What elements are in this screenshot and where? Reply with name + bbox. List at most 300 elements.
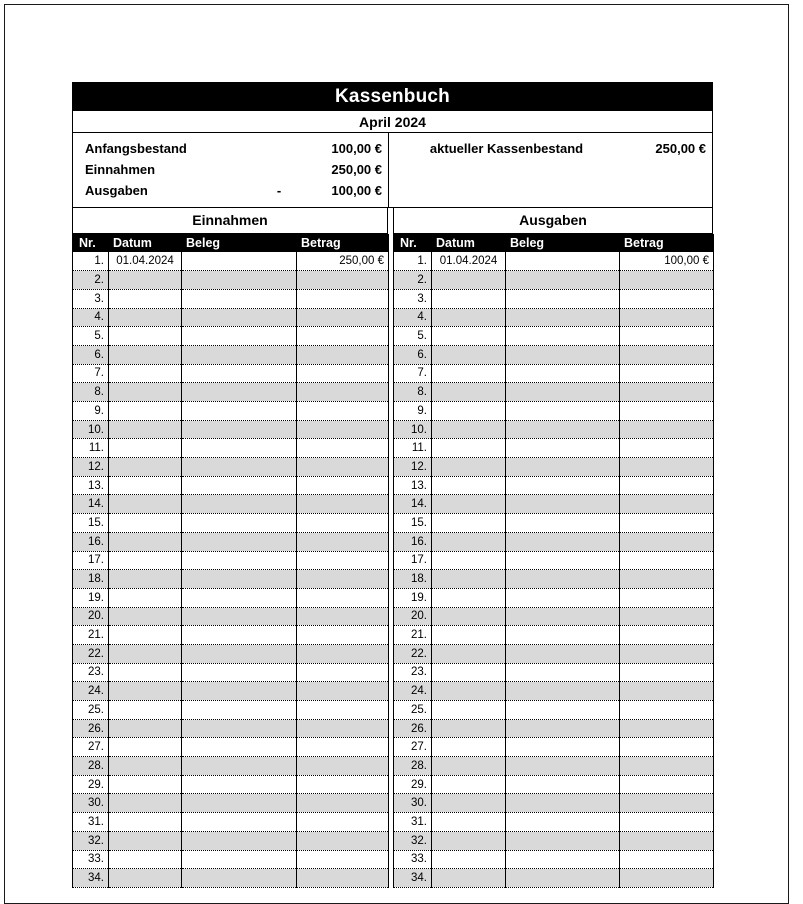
- cell-nr[interactable]: 34.: [73, 869, 109, 888]
- cell-betrag[interactable]: [297, 364, 389, 383]
- cell-beleg[interactable]: [182, 551, 297, 570]
- cell-beleg[interactable]: [506, 701, 620, 720]
- cell-beleg[interactable]: [182, 308, 297, 327]
- cell-datum[interactable]: [432, 757, 506, 776]
- cell-nr[interactable]: 10.: [394, 420, 432, 439]
- table-row[interactable]: [73, 794, 389, 813]
- cell-beleg[interactable]: [506, 850, 620, 869]
- table-row[interactable]: [73, 738, 389, 757]
- cell-beleg[interactable]: [506, 626, 620, 645]
- cell-datum[interactable]: [432, 719, 506, 738]
- cell-beleg[interactable]: [182, 476, 297, 495]
- cell-nr[interactable]: 11.: [73, 439, 109, 458]
- cell-datum[interactable]: [432, 738, 506, 757]
- cell-nr[interactable]: 23.: [73, 663, 109, 682]
- cell-datum[interactable]: [109, 308, 182, 327]
- cell-betrag[interactable]: [297, 439, 389, 458]
- cell-nr[interactable]: 26.: [394, 719, 432, 738]
- cell-datum[interactable]: [432, 588, 506, 607]
- cell-betrag[interactable]: [620, 570, 714, 589]
- cell-datum[interactable]: 01.04.2024: [109, 252, 182, 271]
- cell-betrag[interactable]: [297, 588, 389, 607]
- table-row[interactable]: [73, 775, 389, 794]
- cell-beleg[interactable]: [182, 813, 297, 832]
- cell-nr[interactable]: 29.: [394, 775, 432, 794]
- cell-datum[interactable]: [432, 644, 506, 663]
- cell-datum[interactable]: [109, 719, 182, 738]
- cell-beleg[interactable]: [182, 644, 297, 663]
- cell-betrag[interactable]: [297, 719, 389, 738]
- table-row[interactable]: [394, 364, 714, 383]
- cell-beleg[interactable]: [506, 327, 620, 346]
- cell-datum[interactable]: [432, 850, 506, 869]
- cell-beleg[interactable]: [506, 495, 620, 514]
- cell-beleg[interactable]: [506, 532, 620, 551]
- table-row[interactable]: [73, 458, 389, 477]
- cell-datum[interactable]: [432, 439, 506, 458]
- cell-beleg[interactable]: [506, 682, 620, 701]
- cell-datum[interactable]: [432, 458, 506, 477]
- table-row[interactable]: [73, 644, 389, 663]
- cell-nr[interactable]: 11.: [394, 439, 432, 458]
- cell-nr[interactable]: 14.: [394, 495, 432, 514]
- cell-betrag[interactable]: [620, 626, 714, 645]
- table-row[interactable]: [394, 644, 714, 663]
- cell-beleg[interactable]: [182, 532, 297, 551]
- cell-betrag[interactable]: [620, 383, 714, 402]
- table-row[interactable]: [73, 869, 389, 888]
- cell-beleg[interactable]: [182, 607, 297, 626]
- cell-betrag[interactable]: [620, 775, 714, 794]
- cell-beleg[interactable]: [506, 775, 620, 794]
- cell-nr[interactable]: 26.: [73, 719, 109, 738]
- cell-datum[interactable]: [432, 420, 506, 439]
- cell-betrag[interactable]: [297, 775, 389, 794]
- table-row[interactable]: [73, 514, 389, 533]
- cell-beleg[interactable]: [506, 607, 620, 626]
- cell-datum[interactable]: [109, 607, 182, 626]
- table-row[interactable]: [394, 308, 714, 327]
- cell-nr[interactable]: 4.: [73, 308, 109, 327]
- cell-betrag[interactable]: [620, 757, 714, 776]
- cell-nr[interactable]: 21.: [394, 626, 432, 645]
- cell-beleg[interactable]: [182, 289, 297, 308]
- cell-datum[interactable]: [109, 364, 182, 383]
- cell-nr[interactable]: 34.: [394, 869, 432, 888]
- cell-nr[interactable]: 19.: [394, 588, 432, 607]
- cell-beleg[interactable]: [506, 476, 620, 495]
- cell-datum[interactable]: [109, 869, 182, 888]
- cell-betrag[interactable]: [620, 439, 714, 458]
- cell-betrag[interactable]: [297, 532, 389, 551]
- cell-datum[interactable]: [109, 570, 182, 589]
- cell-nr[interactable]: 13.: [394, 476, 432, 495]
- cell-betrag[interactable]: [297, 476, 389, 495]
- cell-nr[interactable]: 5.: [73, 327, 109, 346]
- cell-betrag[interactable]: [297, 626, 389, 645]
- cell-datum[interactable]: [432, 813, 506, 832]
- cell-datum[interactable]: [109, 775, 182, 794]
- cell-datum[interactable]: [109, 402, 182, 421]
- cell-datum[interactable]: [109, 831, 182, 850]
- table-row[interactable]: [394, 514, 714, 533]
- cell-nr[interactable]: 7.: [394, 364, 432, 383]
- cell-beleg[interactable]: [506, 794, 620, 813]
- cell-beleg[interactable]: [506, 289, 620, 308]
- table-row[interactable]: [394, 476, 714, 495]
- table-row[interactable]: [73, 495, 389, 514]
- table-row[interactable]: [73, 850, 389, 869]
- cell-datum[interactable]: [432, 364, 506, 383]
- cell-datum[interactable]: [432, 775, 506, 794]
- cell-betrag[interactable]: [620, 345, 714, 364]
- cell-betrag[interactable]: [620, 682, 714, 701]
- cell-beleg[interactable]: [506, 383, 620, 402]
- cell-betrag[interactable]: [620, 701, 714, 720]
- cell-datum[interactable]: [432, 402, 506, 421]
- table-row[interactable]: [73, 271, 389, 290]
- cell-beleg[interactable]: [182, 252, 297, 271]
- cell-betrag[interactable]: [297, 644, 389, 663]
- cell-nr[interactable]: 27.: [394, 738, 432, 757]
- table-row[interactable]: [73, 420, 389, 439]
- cell-nr[interactable]: 20.: [394, 607, 432, 626]
- cell-nr[interactable]: 6.: [73, 345, 109, 364]
- cell-betrag[interactable]: [620, 514, 714, 533]
- cell-datum[interactable]: [109, 682, 182, 701]
- table-row[interactable]: [73, 626, 389, 645]
- cell-beleg[interactable]: [506, 663, 620, 682]
- cell-betrag[interactable]: [297, 308, 389, 327]
- table-row[interactable]: [73, 588, 389, 607]
- cell-beleg[interactable]: [182, 402, 297, 421]
- cell-betrag[interactable]: [620, 402, 714, 421]
- cell-beleg[interactable]: [506, 364, 620, 383]
- cell-beleg[interactable]: [182, 383, 297, 402]
- cell-betrag[interactable]: [620, 831, 714, 850]
- table-row[interactable]: [73, 831, 389, 850]
- cell-nr[interactable]: 17.: [73, 551, 109, 570]
- cell-nr[interactable]: 15.: [73, 514, 109, 533]
- cell-datum[interactable]: [109, 738, 182, 757]
- cell-nr[interactable]: 3.: [394, 289, 432, 308]
- cell-datum[interactable]: [109, 439, 182, 458]
- cell-datum[interactable]: [432, 532, 506, 551]
- cell-betrag[interactable]: [297, 514, 389, 533]
- table-row[interactable]: [394, 607, 714, 626]
- cell-nr[interactable]: 27.: [73, 738, 109, 757]
- cell-datum[interactable]: [109, 701, 182, 720]
- cell-betrag[interactable]: [620, 495, 714, 514]
- cell-beleg[interactable]: [182, 663, 297, 682]
- cell-betrag[interactable]: [297, 383, 389, 402]
- cell-beleg[interactable]: [182, 738, 297, 757]
- table-row[interactable]: [73, 607, 389, 626]
- cell-nr[interactable]: 8.: [394, 383, 432, 402]
- cell-datum[interactable]: [432, 794, 506, 813]
- cell-nr[interactable]: 33.: [394, 850, 432, 869]
- cell-betrag[interactable]: [620, 308, 714, 327]
- cell-nr[interactable]: 19.: [73, 588, 109, 607]
- cell-beleg[interactable]: [506, 570, 620, 589]
- table-row[interactable]: [394, 719, 714, 738]
- table-row[interactable]: [73, 701, 389, 720]
- cell-beleg[interactable]: [506, 738, 620, 757]
- cell-nr[interactable]: 16.: [73, 532, 109, 551]
- cell-betrag[interactable]: [297, 757, 389, 776]
- cell-betrag[interactable]: [297, 738, 389, 757]
- cell-datum[interactable]: [109, 551, 182, 570]
- cell-beleg[interactable]: [182, 420, 297, 439]
- cell-datum[interactable]: [109, 850, 182, 869]
- cell-nr[interactable]: 2.: [394, 271, 432, 290]
- cell-datum[interactable]: [432, 831, 506, 850]
- table-row[interactable]: [394, 327, 714, 346]
- table-row[interactable]: [394, 439, 714, 458]
- table-row[interactable]: [394, 701, 714, 720]
- cell-nr[interactable]: 29.: [73, 775, 109, 794]
- cell-betrag[interactable]: [620, 719, 714, 738]
- cell-beleg[interactable]: [506, 345, 620, 364]
- cell-beleg[interactable]: [182, 345, 297, 364]
- cell-beleg[interactable]: [506, 458, 620, 477]
- cell-nr[interactable]: 24.: [394, 682, 432, 701]
- cell-betrag[interactable]: [620, 738, 714, 757]
- cell-beleg[interactable]: [182, 831, 297, 850]
- cell-datum[interactable]: [109, 813, 182, 832]
- cell-betrag[interactable]: [620, 644, 714, 663]
- table-row[interactable]: [394, 383, 714, 402]
- cell-betrag[interactable]: [297, 682, 389, 701]
- cell-datum[interactable]: [432, 476, 506, 495]
- cell-betrag[interactable]: [297, 831, 389, 850]
- cell-betrag[interactable]: [620, 869, 714, 888]
- table-row[interactable]: [394, 663, 714, 682]
- cell-betrag[interactable]: [297, 570, 389, 589]
- cell-datum[interactable]: [109, 514, 182, 533]
- cell-betrag[interactable]: [297, 551, 389, 570]
- cell-beleg[interactable]: [506, 308, 620, 327]
- cell-nr[interactable]: 18.: [394, 570, 432, 589]
- table-row[interactable]: [73, 364, 389, 383]
- table-row[interactable]: [394, 551, 714, 570]
- cell-betrag[interactable]: [297, 794, 389, 813]
- cell-nr[interactable]: 12.: [73, 458, 109, 477]
- cell-betrag[interactable]: [297, 813, 389, 832]
- cell-nr[interactable]: 3.: [73, 289, 109, 308]
- table-row[interactable]: [73, 308, 389, 327]
- cell-datum[interactable]: [109, 420, 182, 439]
- cell-nr[interactable]: 16.: [394, 532, 432, 551]
- cell-datum[interactable]: [109, 495, 182, 514]
- cell-datum[interactable]: [109, 271, 182, 290]
- cell-beleg[interactable]: [182, 701, 297, 720]
- cell-nr[interactable]: 31.: [73, 813, 109, 832]
- cell-beleg[interactable]: [182, 570, 297, 589]
- cell-beleg[interactable]: [182, 850, 297, 869]
- table-row[interactable]: [394, 831, 714, 850]
- cell-nr[interactable]: 4.: [394, 308, 432, 327]
- table-row[interactable]: [394, 402, 714, 421]
- cell-datum[interactable]: [432, 626, 506, 645]
- cell-datum[interactable]: [432, 607, 506, 626]
- cell-datum[interactable]: [432, 308, 506, 327]
- cell-datum[interactable]: 01.04.2024: [432, 252, 506, 271]
- table-row[interactable]: [73, 289, 389, 308]
- cell-beleg[interactable]: [182, 794, 297, 813]
- cell-betrag[interactable]: [620, 289, 714, 308]
- cell-betrag[interactable]: [620, 458, 714, 477]
- cell-datum[interactable]: [432, 701, 506, 720]
- cell-beleg[interactable]: [182, 588, 297, 607]
- cell-betrag[interactable]: [297, 495, 389, 514]
- cell-nr[interactable]: 9.: [394, 402, 432, 421]
- table-row[interactable]: [394, 682, 714, 701]
- cell-nr[interactable]: 8.: [73, 383, 109, 402]
- cell-betrag[interactable]: [620, 607, 714, 626]
- cell-beleg[interactable]: [182, 271, 297, 290]
- cell-betrag[interactable]: [297, 701, 389, 720]
- cell-betrag[interactable]: [297, 271, 389, 290]
- cell-betrag[interactable]: [297, 420, 389, 439]
- cell-beleg[interactable]: [506, 757, 620, 776]
- cell-nr[interactable]: 25.: [73, 701, 109, 720]
- cell-datum[interactable]: [432, 869, 506, 888]
- cell-betrag[interactable]: [297, 289, 389, 308]
- table-row[interactable]: [394, 458, 714, 477]
- cell-beleg[interactable]: [182, 626, 297, 645]
- cell-beleg[interactable]: [506, 439, 620, 458]
- table-row[interactable]: [394, 570, 714, 589]
- cell-nr[interactable]: 31.: [394, 813, 432, 832]
- cell-datum[interactable]: [432, 345, 506, 364]
- cell-nr[interactable]: 9.: [73, 402, 109, 421]
- table-row[interactable]: [394, 271, 714, 290]
- cell-nr[interactable]: 32.: [73, 831, 109, 850]
- cell-datum[interactable]: [432, 271, 506, 290]
- cell-datum[interactable]: [432, 570, 506, 589]
- cell-betrag[interactable]: [620, 327, 714, 346]
- cell-betrag[interactable]: [620, 551, 714, 570]
- table-row[interactable]: [394, 794, 714, 813]
- cell-beleg[interactable]: [182, 869, 297, 888]
- table-row[interactable]: [394, 420, 714, 439]
- cell-betrag[interactable]: [620, 663, 714, 682]
- cell-beleg[interactable]: [506, 831, 620, 850]
- cell-betrag[interactable]: [620, 476, 714, 495]
- cell-nr[interactable]: 2.: [73, 271, 109, 290]
- cell-datum[interactable]: [109, 757, 182, 776]
- cell-beleg[interactable]: [506, 719, 620, 738]
- table-row[interactable]: [394, 289, 714, 308]
- table-row[interactable]: [394, 775, 714, 794]
- cell-betrag[interactable]: [297, 850, 389, 869]
- table-row[interactable]: [73, 252, 389, 271]
- cell-nr[interactable]: 32.: [394, 831, 432, 850]
- cell-betrag[interactable]: [297, 345, 389, 364]
- cell-beleg[interactable]: [506, 588, 620, 607]
- cell-beleg[interactable]: [182, 364, 297, 383]
- cell-datum[interactable]: [432, 289, 506, 308]
- table-row[interactable]: [394, 757, 714, 776]
- cell-datum[interactable]: [109, 458, 182, 477]
- cell-beleg[interactable]: [506, 869, 620, 888]
- cell-datum[interactable]: [109, 383, 182, 402]
- cell-betrag[interactable]: [620, 271, 714, 290]
- table-row[interactable]: [73, 570, 389, 589]
- table-row[interactable]: [73, 327, 389, 346]
- cell-datum[interactable]: [432, 663, 506, 682]
- cell-nr[interactable]: 7.: [73, 364, 109, 383]
- cell-datum[interactable]: [109, 663, 182, 682]
- cell-betrag[interactable]: [620, 588, 714, 607]
- cell-beleg[interactable]: [182, 719, 297, 738]
- table-row[interactable]: [394, 738, 714, 757]
- cell-nr[interactable]: 24.: [73, 682, 109, 701]
- cell-nr[interactable]: 12.: [394, 458, 432, 477]
- table-row[interactable]: [394, 252, 714, 271]
- cell-nr[interactable]: 13.: [73, 476, 109, 495]
- cell-nr[interactable]: 28.: [394, 757, 432, 776]
- cell-beleg[interactable]: [506, 551, 620, 570]
- table-row[interactable]: [394, 813, 714, 832]
- cell-nr[interactable]: 15.: [394, 514, 432, 533]
- cell-nr[interactable]: 18.: [73, 570, 109, 589]
- cell-beleg[interactable]: [506, 252, 620, 271]
- cell-betrag[interactable]: [297, 402, 389, 421]
- table-row[interactable]: [73, 476, 389, 495]
- cell-betrag[interactable]: [297, 663, 389, 682]
- cell-nr[interactable]: 33.: [73, 850, 109, 869]
- cell-betrag[interactable]: 250,00 €: [297, 252, 389, 271]
- cell-nr[interactable]: 10.: [73, 420, 109, 439]
- cell-betrag[interactable]: [297, 607, 389, 626]
- cell-beleg[interactable]: [182, 458, 297, 477]
- cell-datum[interactable]: [109, 626, 182, 645]
- cell-nr[interactable]: 14.: [73, 495, 109, 514]
- cell-datum[interactable]: [109, 532, 182, 551]
- cell-beleg[interactable]: [182, 757, 297, 776]
- cell-beleg[interactable]: [182, 495, 297, 514]
- cell-datum[interactable]: [432, 383, 506, 402]
- table-row[interactable]: [73, 663, 389, 682]
- table-row[interactable]: [73, 719, 389, 738]
- table-row[interactable]: [394, 588, 714, 607]
- table-row[interactable]: [394, 532, 714, 551]
- cell-beleg[interactable]: [182, 327, 297, 346]
- table-row[interactable]: [73, 813, 389, 832]
- cell-datum[interactable]: [109, 476, 182, 495]
- cell-betrag[interactable]: [620, 420, 714, 439]
- cell-betrag[interactable]: [297, 327, 389, 346]
- table-row[interactable]: [394, 850, 714, 869]
- cell-nr[interactable]: 30.: [73, 794, 109, 813]
- cell-beleg[interactable]: [506, 271, 620, 290]
- cell-betrag[interactable]: [620, 532, 714, 551]
- cell-beleg[interactable]: [182, 775, 297, 794]
- cell-datum[interactable]: [109, 345, 182, 364]
- cell-betrag[interactable]: 100,00 €: [620, 252, 714, 271]
- cell-nr[interactable]: 22.: [394, 644, 432, 663]
- cell-beleg[interactable]: [506, 420, 620, 439]
- table-row[interactable]: [73, 532, 389, 551]
- cell-nr[interactable]: 6.: [394, 345, 432, 364]
- cell-beleg[interactable]: [506, 644, 620, 663]
- cell-datum[interactable]: [109, 289, 182, 308]
- cell-betrag[interactable]: [620, 794, 714, 813]
- cell-datum[interactable]: [109, 644, 182, 663]
- cell-beleg[interactable]: [182, 514, 297, 533]
